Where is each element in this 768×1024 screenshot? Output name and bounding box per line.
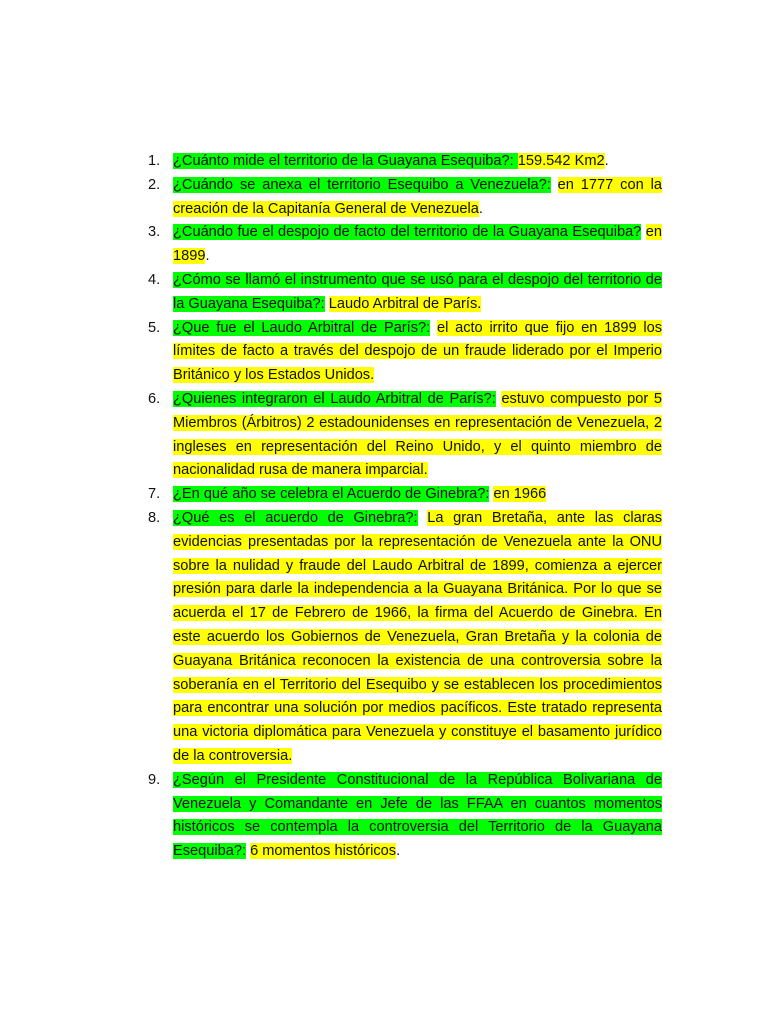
question-text: ¿Cómo se llamó el instrumento que se usó para el despojo del territorio de la Guayana Esequiba?:	[173, 271, 662, 312]
question-text: ¿Según el Presidente Constitucional de la República Bolivariana de Venezuela y Comandante en Jefe de las FFAA en cuantos momentos históricos se contempla la controversia del Territorio de la Guayana Esequiba?:	[173, 771, 662, 860]
list-item	[148, 150, 662, 174]
answer-text: estuvo compuesto por 5 Miembros (Árbitros) 2 estadounidenses en representación de Venezuela, 2 ingleses en representación del Reino Unido, y el quinto miembro de nacionalidad rusa de manera imparcial.	[173, 390, 663, 479]
answer-text: el acto irrito que fijo en 1899 los límites de facto a través del despojo de un fraude liderado por el Imperio Británico y los Estados Unidos.	[173, 319, 662, 384]
item-number: 9.	[148, 771, 161, 788]
separator	[418, 510, 428, 526]
item-body	[173, 269, 662, 317]
answer-text: 159.542 Km2	[517, 153, 605, 169]
question-text: ¿Qué es el acuerdo de Ginebra?:	[173, 509, 418, 526]
question-text: ¿Cuánto mide el territorio de la Guayana Esequiba?:	[173, 153, 518, 169]
list-item	[148, 174, 662, 222]
item-body	[173, 174, 662, 222]
answer-text: en 1777 con la creación de la Capitanía General de Venezuela	[173, 176, 662, 217]
answer-text: 6 momentos históricos	[250, 843, 397, 860]
item-number: 1.	[148, 153, 161, 169]
question-text: ¿Que fue el Laudo Arbitral de París?:	[173, 319, 431, 336]
item-number: 6.	[148, 390, 161, 407]
list-item	[148, 388, 662, 483]
item-body	[173, 388, 662, 483]
item-body	[173, 150, 662, 174]
list-item	[148, 317, 662, 388]
item-body	[173, 483, 662, 507]
item-body	[173, 317, 662, 388]
separator	[430, 320, 437, 336]
question-text: ¿Cuándo se anexa el territorio Esequibo a Venezuela?:	[173, 176, 551, 193]
list-item	[148, 269, 662, 317]
list-item	[148, 483, 662, 507]
answer-text: Laudo Arbitral de París.	[328, 295, 482, 312]
list-item	[148, 507, 662, 769]
item-number: 8.	[148, 509, 161, 526]
answer-text: en 1966	[493, 486, 547, 503]
item-number: 3.	[148, 224, 161, 241]
question-answer-list	[148, 150, 662, 864]
list-item	[148, 221, 662, 269]
question-text: ¿En qué año se celebra el Acuerdo de Ginebra?:	[173, 486, 490, 503]
trailing-text: .	[396, 843, 401, 860]
item-number: 4.	[148, 271, 161, 288]
question-text: ¿Quienes integraron el Laudo Arbitral de París?:	[173, 390, 496, 407]
trailing-text: .	[205, 248, 210, 265]
item-number: 5.	[148, 319, 161, 336]
item-number: 2.	[148, 176, 161, 193]
item-body	[173, 769, 662, 864]
separator	[551, 177, 558, 193]
trailing-text: .	[604, 153, 609, 169]
item-number: 7.	[148, 486, 161, 503]
trailing-text: .	[478, 200, 483, 217]
question-text: ¿Cuándo fue el despojo de facto del territorio de la Guayana Esequiba?	[173, 224, 642, 241]
item-body	[173, 221, 662, 269]
item-body	[173, 507, 662, 769]
answer-text: La gran Bretaña, ante las claras evidencias presentadas por la representación de Venezuela ante la ONU sobre la nulidad y fraude del Laudo Arbitral de 1899, comienza a ejercer presión para darle la independencia a la Guayana Británica. Por lo que se acuerda el 17 de Febrero de 1966, la firma del Acuerdo de Ginebra. En este acuerdo los Gobiernos de Venezuela, Gran Bretaña y la colonia de Guayana Británica reconocen la existencia de una controversia sobre la soberanía en el Territorio del Esequibo y se establecen los procedimientos para encontrar una solución por medios pacíficos. Este tratado representa una victoria diplomática para Venezuela y constituye el basamento jurídico de la controversia.	[173, 509, 663, 764]
answer-text: en 1899	[173, 224, 662, 265]
list-item	[148, 769, 662, 864]
